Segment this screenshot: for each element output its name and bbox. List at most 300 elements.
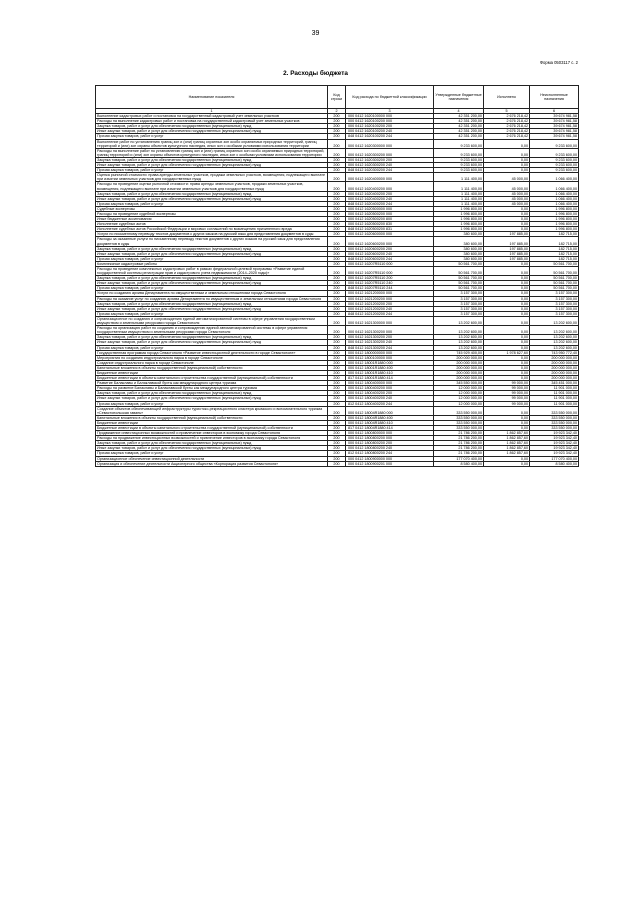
cell-unexecuted: 1 996 800,00 (530, 211, 579, 216)
cell-line-code: 200 (328, 386, 346, 391)
header-approved: Утвержденные бюджетные назначения (434, 86, 484, 109)
cell-unexecuted: 8 580 400,00 (530, 461, 579, 466)
cell-expense-code: 000 0412 16207R5110 200 (346, 276, 434, 281)
cell-indicator-name: Выполнение кадастровых работ и постановка на государственный кадастровый учет земельных участков (96, 114, 328, 119)
cell-unexecuted: 200 000 000,00 (530, 365, 579, 370)
table-row (96, 406, 579, 415)
cell-indicator-name: Закупка товаров, работ и услуг для обеспечения государственных (муниципальных) нужд (96, 335, 328, 340)
cell-approved: 21 786 200,00 (434, 436, 484, 441)
cell-line-code: 200 (328, 316, 346, 325)
cell-indicator-name: Закупка товаров, работ и услуг для обеспечения государственных (муниципальных) нужд (96, 191, 328, 196)
cell-executed: 197 885,00 (484, 237, 530, 246)
cell-indicator-name: Расходы на развитие Балаклавы и Балаклавской бухты как международного центра туризма (96, 386, 328, 391)
cell-executed: 0,00 (484, 345, 530, 350)
cell-indicator-name: Прочая закупка товаров, работ и услуг (96, 311, 328, 316)
cell-executed: 0,00 (484, 163, 530, 168)
header-expense-code: Код расхода по бюджетной классификации (346, 86, 434, 109)
cell-approved: 42 351 200,00 (434, 129, 484, 134)
cell-approved: 50 561 700,00 (434, 261, 484, 266)
table-row (96, 436, 579, 441)
cell-expense-code: 000 0412 1800800200 240 (346, 446, 434, 451)
cell-indicator-name: Иные закупки товаров, работ и услуг для обеспечения государственных (муниципальных) нужд (96, 306, 328, 311)
cell-expense-code: 000 0412 1620500200 830 (346, 222, 434, 227)
header-executed: Исполнено (484, 86, 530, 109)
cell-indicator-name: Расходы на организацию работ по созданию и сопровождению единой автоматизированной системы в сфере управления государственным имуществом и земельными ресурсами города Севастополя (96, 326, 328, 335)
cell-executed: 0,00 (484, 222, 530, 227)
cell-approved: 42 351 200,00 (434, 119, 484, 124)
cell-line-code: 200 (328, 301, 346, 306)
cell-line-code: 200 (328, 246, 346, 251)
cell-indicator-name: Закупка товаров, работ и услуг для обеспечения государственных (муниципальных) нужд (96, 276, 328, 281)
cell-approved: 9 233 600,00 (434, 139, 484, 148)
cell-expense-code: 000 0412 1800400200 000 (346, 386, 434, 391)
cell-unexecuted: 182 715,00 (530, 251, 579, 256)
cell-executed: 0,00 (484, 286, 530, 291)
cell-approved: 13 202 600,00 (434, 335, 484, 340)
cell-unexecuted: 39 674 981,58 (530, 129, 579, 134)
cell-approved: 380 600,00 (434, 237, 484, 246)
cell-approved: 1 996 800,00 (434, 227, 484, 232)
page-number: 39 (311, 30, 320, 37)
cell-indicator-name: Прочая закупка товаров, работ и услуг (96, 256, 328, 261)
cell-unexecuted: 182 715,00 (530, 237, 579, 246)
budget-expenses-table (95, 85, 579, 467)
cell-indicator-name: Расходы на проведение комплексных кадастровых работ в рамках федеральной целевой программы «Развитие единой государственной системы регистрации прав и кадастрового учета недвижимости (2014–2020 годы)» (96, 267, 328, 276)
cell-executed: 0,00 (484, 415, 530, 420)
cell-executed: 0,00 (484, 157, 530, 162)
cell-line-code: 200 (328, 114, 346, 119)
cell-unexecuted: 13 202 600,00 (530, 340, 579, 345)
cell-expense-code: 000 0412 1620300200 200 (346, 157, 434, 162)
cell-expense-code: 848 0412 1620300200 244 (346, 168, 434, 173)
cell-expense-code: 000 0412 1621200200 240 (346, 306, 434, 311)
cell-line-code: 200 (328, 256, 346, 261)
table-row (96, 119, 579, 124)
cell-expense-code: 000 0412 1620600200 240 (346, 251, 434, 256)
cell-indicator-name: Расходы на проведение оценки рыночной стоимости: права аренды земельных участков, продажи земельных участков, возмещения, подлежащего выплате при изъятии земельных участков для государственных нужд (96, 182, 328, 191)
cell-unexecuted: 11 901 000,00 (530, 396, 579, 401)
cell-executed: 0,00 (484, 376, 530, 381)
cell-line-code: 200 (328, 431, 346, 436)
cell-executed: 1 862 857,60 (484, 451, 530, 456)
cell-line-code: 200 (328, 296, 346, 301)
cell-executed: 2 676 218,42 (484, 124, 530, 129)
cell-unexecuted: 39 674 981,58 (530, 134, 579, 139)
cell-line-code: 200 (328, 168, 346, 173)
table-row (96, 139, 579, 148)
cell-executed: 0,00 (484, 355, 530, 360)
cell-indicator-name: Бюджетные инвестиции в объекты капитального строительства государственной (муниципальной) собственности (96, 376, 328, 381)
cell-executed: 99 000,00 (484, 386, 530, 391)
cell-line-code: 200 (328, 251, 346, 256)
cell-line-code: 200 (328, 420, 346, 425)
cell-unexecuted: 182 715,00 (530, 232, 579, 237)
cell-line-code: 200 (328, 360, 346, 365)
cell-unexecuted: 333 550 000,00 (530, 406, 579, 415)
table-row (96, 173, 579, 182)
cell-expense-code: 000 0412 1800800000 000 (346, 431, 434, 436)
cell-executed: 2 676 218,42 (484, 114, 530, 119)
cell-indicator-name: Расходы на проведение судебной экспертизы (96, 211, 328, 216)
cell-indicator-name: Развитие Балаклавы и Балаклавской бухты как международного центра туризма (96, 381, 328, 386)
cell-executed: 0,00 (484, 456, 530, 461)
cell-expense-code: 000 0412 16207R5110 240 (346, 281, 434, 286)
cell-unexecuted: 3 157 300,00 (530, 291, 579, 296)
header-unexecuted: Неисполненные назначения (530, 86, 579, 109)
cell-line-code: 200 (328, 436, 346, 441)
cell-executed: 0,00 (484, 206, 530, 211)
section-title: 2. Расходы бюджета (283, 70, 348, 77)
cell-approved: 333 550 000,00 (434, 426, 484, 431)
cell-executed: 99 000,00 (484, 401, 530, 406)
cell-unexecuted: 1 996 800,00 (530, 206, 579, 211)
cell-approved: 1 996 800,00 (434, 222, 484, 227)
cell-expense-code: 000 0412 1620600000 000 (346, 232, 434, 237)
cell-line-code: 200 (328, 376, 346, 381)
cell-unexecuted: 9 233 600,00 (530, 157, 579, 162)
cell-line-code: 200 (328, 191, 346, 196)
cell-approved: 21 786 200,00 (434, 441, 484, 446)
cell-approved: 9 233 600,00 (434, 168, 484, 173)
cell-unexecuted: 19 923 342,40 (530, 451, 579, 456)
cell-expense-code: 000 0412 1800100000 000 (346, 355, 434, 360)
cell-approved: 42 351 200,00 (434, 134, 484, 139)
cell-expense-code: 000 0412 1620100000 000 (346, 114, 434, 119)
table-row (96, 237, 579, 246)
cell-executed: 1 862 857,60 (484, 436, 530, 441)
cell-indicator-name: Иные закупки товаров, работ и услуг для обеспечения государственных (муниципальных) нужд (96, 129, 328, 134)
cell-indicator-name: Прочая закупка товаров, работ и услуг (96, 401, 328, 406)
cell-expense-code: 000 0412 1620500200 800 (346, 217, 434, 222)
form-code: Форма 0503117 с. 2 (539, 60, 578, 65)
cell-indicator-name: Иные закупки товаров, работ и услуг для обеспечения государственных (муниципальных) нужд (96, 340, 328, 345)
cell-unexecuted: 19 923 342,40 (530, 431, 579, 436)
cell-approved: 9 233 600,00 (434, 148, 484, 157)
cell-approved: 21 786 200,00 (434, 431, 484, 436)
cell-line-code: 200 (328, 426, 346, 431)
table-row (96, 114, 579, 119)
cell-executed: 0,00 (484, 139, 530, 148)
cell-unexecuted: 3 157 300,00 (530, 311, 579, 316)
table-body (96, 109, 579, 467)
cell-indicator-name: Иные закупки товаров, работ и услуг для обеспечения государственных (муниципальных) нужд (96, 163, 328, 168)
cell-indicator-name: Судебные экспертизы (96, 206, 328, 211)
cell-indicator-name: Продвижение инвестиционных возможностей и привлечение инвесторов в экономику города Севастополя (96, 431, 328, 436)
cell-expense-code: 817 0412 18004R1880 414 (346, 426, 434, 431)
cell-line-code: 200 (328, 291, 346, 296)
cell-approved: 200 000 000,00 (434, 370, 484, 375)
cell-unexecuted: 1 996 800,00 (530, 227, 579, 232)
cell-line-code: 200 (328, 401, 346, 406)
cell-unexecuted: 1 066 400,00 (530, 191, 579, 196)
cell-indicator-name: Капитальные вложения в объекты государственной (муниципальной) собственности (96, 415, 328, 420)
cell-unexecuted: 200 000 000,00 (530, 370, 579, 375)
column-number: 6 (530, 109, 579, 114)
cell-indicator-name: Иные закупки товаров, работ и услуг для обеспечения государственных (муниципальных) нужд (96, 446, 328, 451)
cell-unexecuted: 50 561 700,00 (530, 281, 579, 286)
cell-expense-code: 000 0412 1621200200 200 (346, 301, 434, 306)
cell-expense-code: 000 0412 1800000000 000 (346, 350, 434, 355)
cell-executed: 0,00 (484, 370, 530, 375)
cell-line-code: 200 (328, 267, 346, 276)
cell-indicator-name: Прочая закупка товаров, работ и услуг (96, 286, 328, 291)
table-row (96, 431, 579, 436)
cell-approved: 3 157 300,00 (434, 291, 484, 296)
cell-approved: 12 000 000,00 (434, 386, 484, 391)
cell-indicator-name: Иные бюджетные ассигнования (96, 217, 328, 222)
cell-expense-code: 000 0412 1620500000 000 (346, 206, 434, 211)
column-number: 1 (96, 109, 328, 114)
cell-line-code: 200 (328, 119, 346, 124)
cell-indicator-name: Закупка товаров, работ и услуг для обеспечения государственных (муниципальных) нужд (96, 124, 328, 129)
cell-line-code: 200 (328, 163, 346, 168)
cell-indicator-name: Прочая закупка товаров, работ и услуг (96, 134, 328, 139)
cell-line-code: 200 (328, 335, 346, 340)
cell-unexecuted: 182 715,00 (530, 256, 579, 261)
cell-approved: 42 351 200,00 (434, 124, 484, 129)
cell-line-code: 200 (328, 261, 346, 266)
cell-line-code: 200 (328, 326, 346, 335)
cell-approved: 13 202 600,00 (434, 316, 484, 325)
cell-executed: 0,00 (484, 311, 530, 316)
cell-indicator-name: Иные закупки товаров, работ и услуг для обеспечения государственных (муниципальных) нужд (96, 251, 328, 256)
cell-line-code: 200 (328, 222, 346, 227)
cell-unexecuted: 19 923 342,40 (530, 441, 579, 446)
cell-executed: 0,00 (484, 211, 530, 216)
cell-executed: 0,00 (484, 316, 530, 325)
cell-line-code: 200 (328, 381, 346, 386)
cell-approved: 50 561 700,00 (434, 276, 484, 281)
cell-indicator-name: Закупка товаров, работ и услуг для обеспечения государственных (муниципальных) нужд (96, 441, 328, 446)
cell-expense-code: 000 0412 16207R5110 000 (346, 261, 434, 266)
cell-unexecuted: 11 901 000,00 (530, 386, 579, 391)
cell-line-code: 200 (328, 406, 346, 415)
cell-indicator-name: Расходы на выполнение кадастровых работ и постановка на государственный кадастровый учет земельных участков (96, 119, 328, 124)
cell-line-code: 200 (328, 415, 346, 420)
cell-line-code: 200 (328, 446, 346, 451)
table-row (96, 446, 579, 451)
cell-unexecuted: 1 066 400,00 (530, 173, 579, 182)
cell-expense-code: 848 0412 16207R5110 244 (346, 286, 434, 291)
column-number: 4 (434, 109, 484, 114)
cell-executed: 0,00 (484, 360, 530, 365)
cell-approved: 200 000 000,00 (434, 355, 484, 360)
cell-unexecuted: 1 996 800,00 (530, 217, 579, 222)
cell-executed: 45 000,00 (484, 196, 530, 201)
cell-executed: 0,00 (484, 227, 530, 232)
cell-indicator-name: Исполнение судебных актов (96, 222, 328, 227)
cell-indicator-name: Прочая закупка товаров, работ и услуг (96, 451, 328, 456)
cell-expense-code: 000 0412 1621200200 000 (346, 296, 434, 301)
cell-unexecuted: 3 157 300,00 (530, 301, 579, 306)
cell-unexecuted: 50 561 700,00 (530, 276, 579, 281)
cell-approved: 380 600,00 (434, 232, 484, 237)
cell-indicator-name: Прочая закупка товаров, работ и услуг (96, 345, 328, 350)
cell-executed: 2 676 218,42 (484, 119, 530, 124)
cell-indicator-name: Государственная программа города Севастополя «Развитие инвестиционной деятельности в городе Севастополе» (96, 350, 328, 355)
cell-line-code: 200 (328, 196, 346, 201)
cell-line-code: 200 (328, 173, 346, 182)
cell-executed: 0,00 (484, 301, 530, 306)
cell-indicator-name: Иные закупки товаров, работ и услуг для обеспечения государственных (муниципальных) нужд (96, 281, 328, 286)
cell-approved: 9 233 600,00 (434, 163, 484, 168)
cell-executed: 0,00 (484, 326, 530, 335)
cell-approved: 1 996 800,00 (434, 217, 484, 222)
cell-executed: 0,00 (484, 365, 530, 370)
cell-approved: 177 070 400,00 (434, 456, 484, 461)
cell-approved: 12 000 000,00 (434, 396, 484, 401)
cell-executed: 0,00 (484, 148, 530, 157)
cell-unexecuted: 19 923 342,40 (530, 446, 579, 451)
cell-executed: 0,00 (484, 306, 530, 311)
cell-line-code: 200 (328, 441, 346, 446)
cell-expense-code: 000 0412 1620400200 000 (346, 182, 434, 191)
cell-executed: 0,00 (484, 296, 530, 301)
cell-expense-code: 000 0412 1800800200 200 (346, 441, 434, 446)
cell-approved: 380 600,00 (434, 251, 484, 256)
cell-indicator-name: Организационное по созданию и сопровождению единой автоматизированной системы в сфере управления государственным имуществом и земельными ресурсами города Севастополя (96, 316, 328, 325)
cell-executed: 0,00 (484, 335, 530, 340)
cell-approved: 380 600,00 (434, 246, 484, 251)
column-number: 2 (328, 109, 346, 114)
cell-approved: 1 111 400,00 (434, 173, 484, 182)
cell-approved: 3 157 300,00 (434, 311, 484, 316)
table-row (96, 129, 579, 134)
cell-indicator-name: Иные закупки товаров, работ и услуг для обеспечения государственных (муниципальных) нужд (96, 396, 328, 401)
cell-expense-code: 000 0412 1620600200 000 (346, 237, 434, 246)
cell-line-code: 200 (328, 217, 346, 222)
cell-line-code: 200 (328, 286, 346, 291)
cell-executed: 1 978 627,60 (484, 350, 530, 355)
cell-line-code: 200 (328, 311, 346, 316)
cell-unexecuted: 1 066 400,00 (530, 201, 579, 206)
cell-executed: 45 000,00 (484, 191, 530, 196)
cell-approved: 21 786 200,00 (434, 446, 484, 451)
cell-approved: 12 000 000,00 (434, 401, 484, 406)
cell-indicator-name: Создание объектов обеспечивающей инфраструктуры туристско-рекреационного кластера крымского и вспомогательного туризма «Севастопольская гавань» (96, 406, 328, 415)
cell-expense-code: 000 0412 1620100200 200 (346, 124, 434, 129)
cell-indicator-name: Оценка рыночной стоимости: права аренды земельных участков, продажи земельных участков, возмещения, подлежащего выплате при изъятии земельных участков для государственных нужд (96, 173, 328, 182)
cell-line-code: 200 (328, 134, 346, 139)
table-row (96, 182, 579, 191)
cell-executed: 2 676 218,42 (484, 134, 530, 139)
cell-unexecuted: 13 202 600,00 (530, 316, 579, 325)
cell-line-code: 200 (328, 355, 346, 360)
cell-unexecuted: 333 550 000,00 (530, 420, 579, 425)
cell-indicator-name: Комплексные кадастровые работы (96, 261, 328, 266)
cell-unexecuted: 19 923 342,40 (530, 436, 579, 441)
cell-unexecuted: 182 715,00 (530, 246, 579, 251)
cell-expense-code: 000 0412 1620400000 000 (346, 173, 434, 182)
cell-expense-code: 848 0412 1621200200 244 (346, 311, 434, 316)
cell-executed: 99 000,00 (484, 391, 530, 396)
table-row (96, 350, 579, 355)
cell-expense-code: 000 0412 1621300200 000 (346, 326, 434, 335)
cell-indicator-name: Расходы на выполнение работ по установлению границ зон и (или) границ охранных зон особо охраняемых природных территорий, границ территорий и (или) зон охраны объектов культурного наследия, иных зон с особыми условиями использования территории (96, 148, 328, 157)
cell-approved: 333 550 000,00 (434, 420, 484, 425)
cell-line-code: 200 (328, 396, 346, 401)
cell-approved: 1 111 400,00 (434, 191, 484, 196)
cell-unexecuted: 200 000 000,00 (530, 360, 579, 365)
cell-executed: 197 885,00 (484, 251, 530, 256)
cell-approved: 1 996 800,00 (434, 211, 484, 216)
cell-executed: 0,00 (484, 276, 530, 281)
cell-line-code: 200 (328, 451, 346, 456)
cell-executed: 45 000,00 (484, 201, 530, 206)
cell-line-code: 200 (328, 139, 346, 148)
cell-expense-code: 848 0412 1620100200 244 (346, 134, 434, 139)
cell-line-code: 200 (328, 365, 346, 370)
cell-line-code: 200 (328, 129, 346, 134)
cell-expense-code: 000 0412 18004R1880 000 (346, 406, 434, 415)
cell-expense-code: 000 0412 1800900201 000 (346, 461, 434, 466)
cell-executed: 2 676 218,42 (484, 129, 530, 134)
cell-executed: 197 885,00 (484, 246, 530, 251)
cell-approved: 333 550 000,00 (434, 415, 484, 420)
cell-approved: 1 996 800,00 (434, 206, 484, 211)
cell-approved: 200 000 000,00 (434, 360, 484, 365)
cell-approved: 8 580 400,00 (434, 461, 484, 466)
cell-unexecuted: 1 066 400,00 (530, 196, 579, 201)
cell-unexecuted: 3 157 300,00 (530, 306, 579, 311)
cell-line-code: 200 (328, 182, 346, 191)
cell-expense-code: 000 0412 1620300000 000 (346, 139, 434, 148)
cell-executed: 0,00 (484, 168, 530, 173)
cell-expense-code: 812 0412 1800800200 244 (346, 451, 434, 456)
cell-approved: 1 111 400,00 (434, 201, 484, 206)
cell-indicator-name: Бюджетные инвестиции (96, 420, 328, 425)
cell-unexecuted: 39 674 981,58 (530, 124, 579, 129)
cell-indicator-name: Закупка товаров, работ и услуг для обеспечения государственных (муниципальных) нужд (96, 157, 328, 162)
cell-approved: 3 157 300,00 (434, 296, 484, 301)
cell-executed: 45 000,00 (484, 173, 530, 182)
cell-line-code: 200 (328, 345, 346, 350)
cell-expense-code: 000 0412 18004R1880 400 (346, 415, 434, 420)
cell-line-code: 200 (328, 370, 346, 375)
cell-expense-code: 000 0412 1800400000 000 (346, 381, 434, 386)
cell-expense-code: 817 0412 18001R1880 414 (346, 376, 434, 381)
column-number: 3 (346, 109, 434, 114)
cell-executed: 0,00 (484, 426, 530, 431)
cell-executed: 0,00 (484, 406, 530, 415)
cell-expense-code: 000 0412 1621300200 240 (346, 340, 434, 345)
cell-expense-code: 000 0412 1800800200 000 (346, 436, 434, 441)
cell-indicator-name: Закупка товаров, работ и услуг для обеспечения государственных (муниципальных) нужд (96, 246, 328, 251)
cell-unexecuted: 13 202 600,00 (530, 345, 579, 350)
cell-expense-code: 848 0412 1620600200 244 (346, 256, 434, 261)
cell-expense-code: 000 0412 1800400200 240 (346, 396, 434, 401)
cell-unexecuted: 9 233 600,00 (530, 168, 579, 173)
cell-executed: 45 000,00 (484, 182, 530, 191)
cell-unexecuted: 13 202 600,00 (530, 326, 579, 335)
cell-unexecuted: 177 070 400,00 (530, 456, 579, 461)
cell-approved: 345 550 000,00 (434, 381, 484, 386)
cell-unexecuted: 3 157 300,00 (530, 296, 579, 301)
cell-executed: 0,00 (484, 461, 530, 466)
cell-indicator-name: Бюджетные инвестиции в объекты капитального строительства государственной (муниципальной) собственности (96, 426, 328, 431)
cell-approved: 21 786 200,00 (434, 451, 484, 456)
cell-expense-code: 848 0412 1621300200 244 (346, 345, 434, 350)
cell-unexecuted: 9 233 600,00 (530, 148, 579, 157)
cell-line-code: 200 (328, 340, 346, 345)
cell-line-code: 200 (328, 306, 346, 311)
cell-expense-code: 000 0412 16207R5110 000 (346, 267, 434, 276)
table-row (96, 326, 579, 335)
cell-approved: 745 929 400,00 (434, 350, 484, 355)
cell-approved: 3 157 300,00 (434, 306, 484, 311)
cell-approved: 1 111 400,00 (434, 182, 484, 191)
cell-indicator-name: Мероприятия по созданию индустриального парка в городе Севастополе (96, 355, 328, 360)
